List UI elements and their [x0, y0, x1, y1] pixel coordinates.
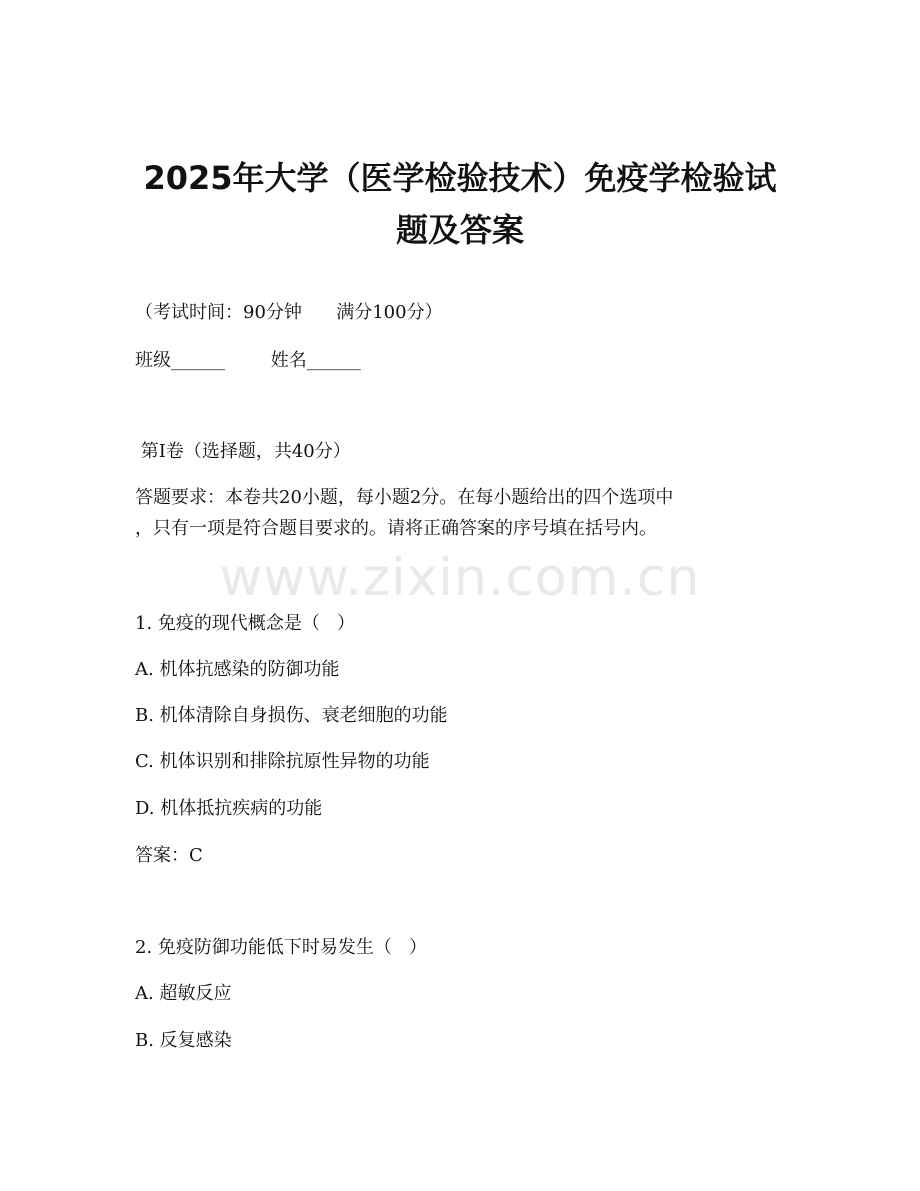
question-2-option-b: B. 反复感染	[135, 1030, 232, 1051]
instructions-line-1: 答题要求：本卷共20小题，每小题2分。在每小题给出的四个选项中	[135, 487, 674, 508]
document-title	[100, 152, 820, 256]
title-line-2: 题及答案	[395, 211, 524, 249]
instructions-line-2: ，只有一项是符合题目要求的。请将正确答案的序号填在括号内。	[135, 518, 657, 539]
question-1-option-a: A. 机体抗感染的防御功能	[135, 659, 340, 680]
question-2-option-a: A. 超敏反应	[135, 983, 232, 1004]
question-1-stem: 1. 免疫的现代概念是（ ）	[135, 613, 356, 634]
title-line-1: 2025年大学（医学检验技术）免疫学检验试	[143, 159, 777, 197]
question-1-option-d: D. 机体抵抗疾病的功能	[135, 798, 323, 819]
watermark: www.zixin.com.cn	[219, 548, 701, 608]
exam-info: （考试时间：90分钟 满分100分）	[135, 302, 443, 323]
question-2-stem: 2. 免疫防御功能低下时易发生（ ）	[135, 937, 428, 958]
question-1-option-c: C. 机体识别和排除抗原性异物的功能	[135, 751, 430, 772]
question-1-answer: 答案：C	[135, 845, 203, 866]
question-1-option-b: B. 机体清除自身损伤、衰老细胞的功能	[135, 705, 448, 726]
class-name-line: 班级______ 姓名______	[135, 350, 361, 371]
section-heading: 第I卷（选择题，共40分）	[135, 441, 351, 462]
